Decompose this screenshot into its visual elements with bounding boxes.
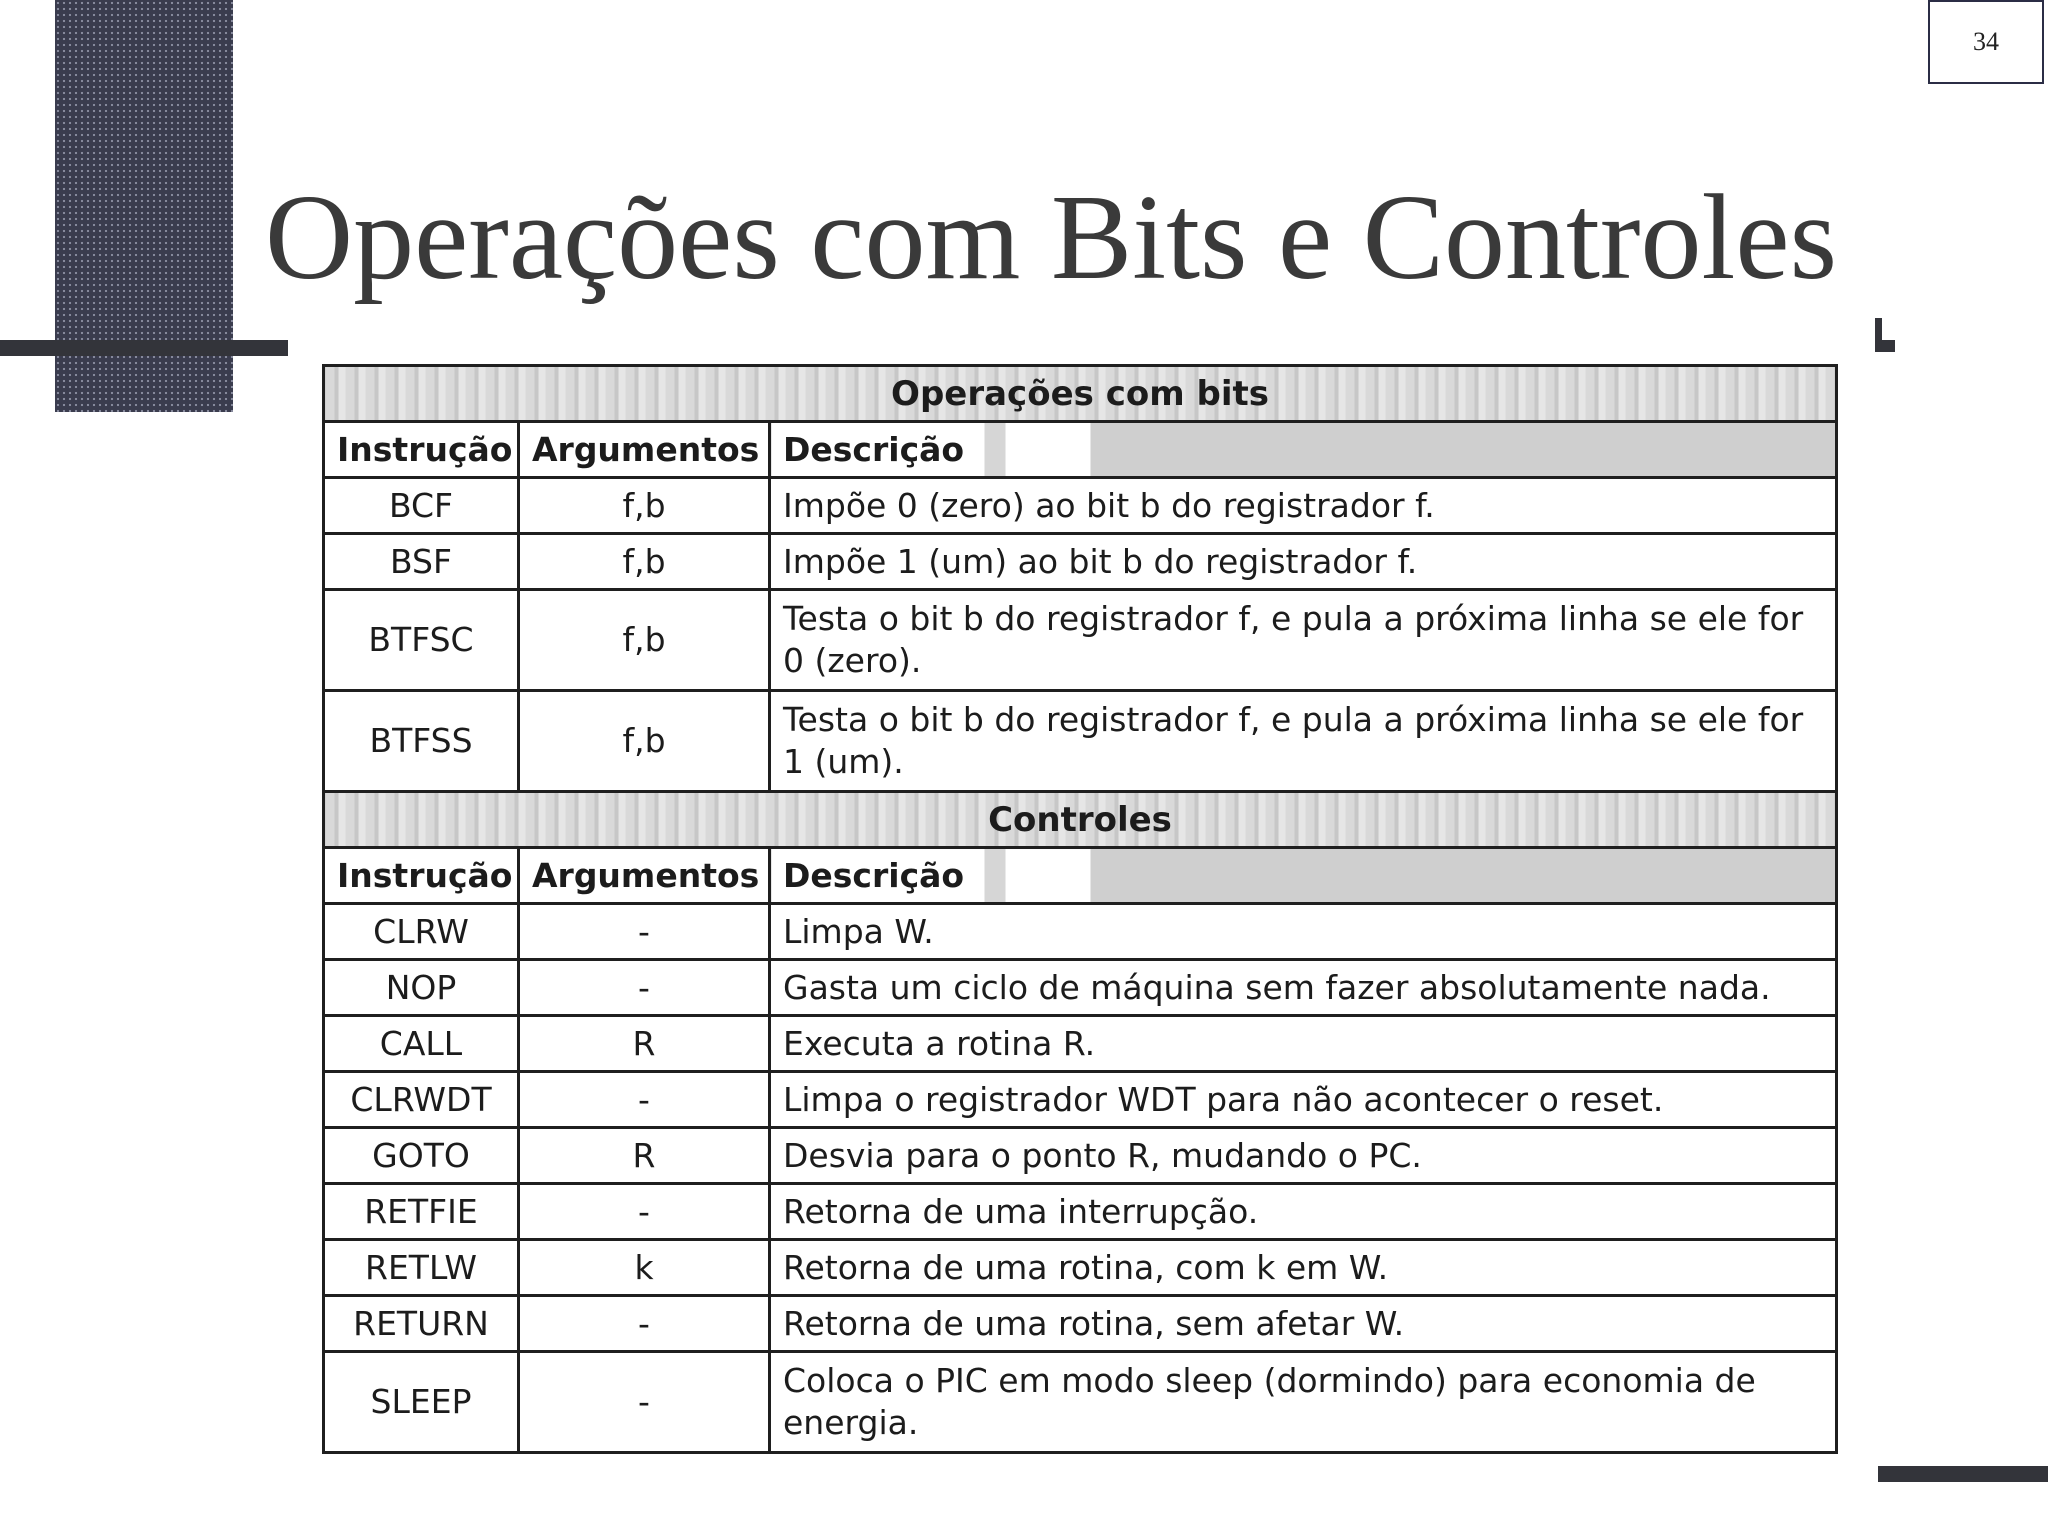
description-cell: Coloca o PIC em modo sleep (dormindo) para economia de energia. — [770, 1352, 1837, 1453]
table-row — [324, 1240, 1837, 1296]
instruction-cell: BTFSC — [324, 590, 519, 691]
page-number-box — [1928, 0, 2044, 84]
column-header-instrucao: Instrução — [324, 422, 519, 478]
table-row — [324, 590, 1837, 691]
page-number: 34 — [1973, 27, 1999, 56]
description-cell: Testa o bit b do registrador f, e pula a próxima linha se ele for 0 (zero). — [770, 590, 1837, 691]
instruction-cell: BTFSS — [324, 691, 519, 792]
instruction-cell: GOTO — [324, 1128, 519, 1184]
description-cell: Gasta um ciclo de máquina sem fazer absolutamente nada. — [770, 960, 1837, 1016]
table-row — [324, 478, 1837, 534]
argument-cell: f,b — [519, 478, 770, 534]
table-row — [324, 534, 1837, 590]
table-row — [324, 1296, 1837, 1352]
decorative-rule-left — [0, 340, 288, 356]
slide-title: Operações com Bits e Controles — [265, 170, 1838, 305]
section-title-controls: Controles — [324, 792, 1837, 848]
instruction-cell: BCF — [324, 478, 519, 534]
argument-cell: f,b — [519, 691, 770, 792]
column-header-row — [324, 422, 1837, 478]
argument-cell: f,b — [519, 590, 770, 691]
argument-cell: - — [519, 1072, 770, 1128]
argument-cell: R — [519, 1128, 770, 1184]
table-row — [324, 691, 1837, 792]
table-row — [324, 1184, 1837, 1240]
description-cell: Retorna de uma rotina, sem afetar W. — [770, 1296, 1837, 1352]
argument-cell: - — [519, 1296, 770, 1352]
table-row — [324, 1128, 1837, 1184]
description-cell: Desvia para o ponto R, mudando o PC. — [770, 1128, 1837, 1184]
table-row — [324, 1016, 1837, 1072]
column-header-instrucao: Instrução — [324, 848, 519, 904]
argument-cell: R — [519, 1016, 770, 1072]
description-cell: Retorna de uma interrupção. — [770, 1184, 1837, 1240]
column-header-descricao: Descrição — [770, 422, 1837, 478]
section-header-controls — [324, 792, 1837, 848]
description-cell: Testa o bit b do registrador f, e pula a próxima linha se ele for 1 (um). — [770, 691, 1837, 792]
table-row — [324, 904, 1837, 960]
instruction-cell: RETLW — [324, 1240, 519, 1296]
table-row — [324, 960, 1837, 1016]
argument-cell: - — [519, 1184, 770, 1240]
instruction-cell: CLRW — [324, 904, 519, 960]
table-row — [324, 1352, 1837, 1453]
argument-cell: k — [519, 1240, 770, 1296]
column-header-argumentos: Argumentos — [519, 848, 770, 904]
instruction-cell: CALL — [324, 1016, 519, 1072]
argument-cell: - — [519, 904, 770, 960]
section-header-bits — [324, 366, 1837, 422]
column-header-descricao: Descrição — [770, 848, 1837, 904]
column-header-row — [324, 848, 1837, 904]
description-cell: Executa a rotina R. — [770, 1016, 1837, 1072]
description-cell: Impõe 1 (um) ao bit b do registrador f. — [770, 534, 1837, 590]
argument-cell: f,b — [519, 534, 770, 590]
instruction-cell: BSF — [324, 534, 519, 590]
argument-cell: - — [519, 1352, 770, 1453]
argument-cell: - — [519, 960, 770, 1016]
table-row — [324, 1072, 1837, 1128]
description-cell: Retorna de uma rotina, com k em W. — [770, 1240, 1837, 1296]
instruction-table — [322, 364, 1838, 1454]
description-cell: Impõe 0 (zero) ao bit b do registrador f. — [770, 478, 1837, 534]
instruction-cell: CLRWDT — [324, 1072, 519, 1128]
section-title-bits: Operações com bits — [324, 366, 1837, 422]
column-header-argumentos: Argumentos — [519, 422, 770, 478]
decorative-rule-right — [1878, 1466, 2048, 1482]
instruction-cell: SLEEP — [324, 1352, 519, 1453]
decorative-tick-foot — [1875, 340, 1895, 352]
instruction-cell: RETURN — [324, 1296, 519, 1352]
instruction-cell: RETFIE — [324, 1184, 519, 1240]
description-cell: Limpa o registrador WDT para não acontecer o reset. — [770, 1072, 1837, 1128]
instruction-cell: NOP — [324, 960, 519, 1016]
description-cell: Limpa W. — [770, 904, 1837, 960]
